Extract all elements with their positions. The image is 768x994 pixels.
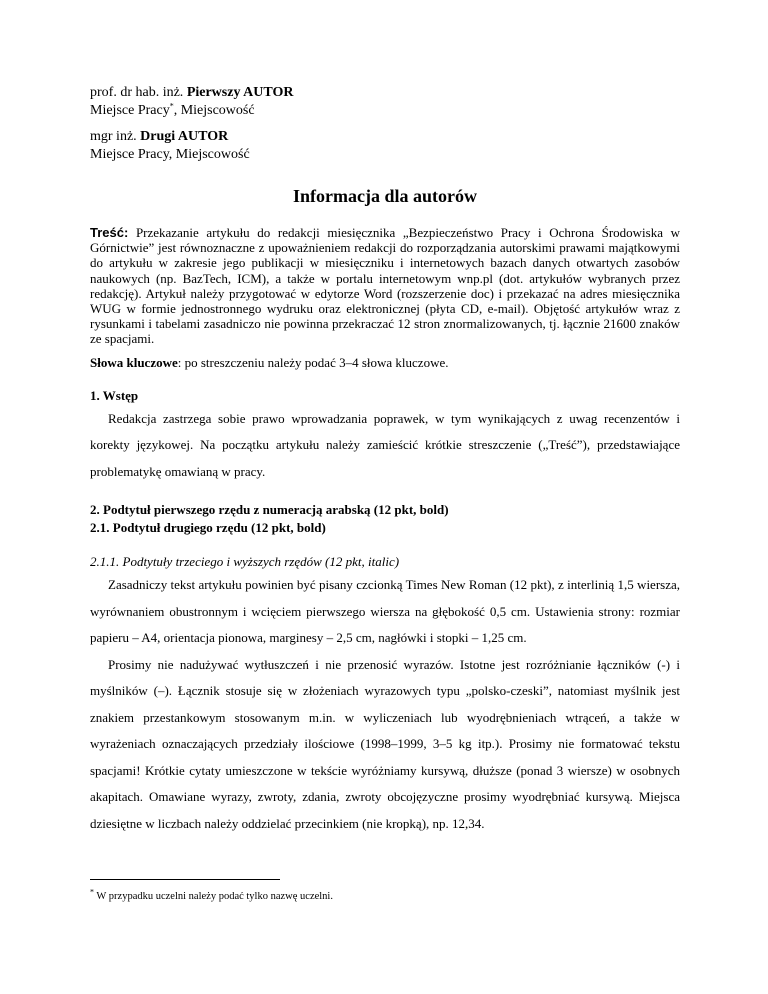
section-1-paragraph: Redakcja zastrzega sobie prawo wprowadzania poprawek, w tym wynikających z uwag recenzentów i korekty językowej. Na początku artykułu należy zamieścić krótkie streszczenie („Treść”), przedstawiające problematykę omawianą w pracy. (90, 410, 680, 479)
keywords-text: : po streszczeniu należy podać 3–4 słowa kluczowe. (177, 354, 449, 370)
footnote-mark: * (90, 887, 94, 897)
author-2-affiliation: Miejsce Pracy, Miejscowość (90, 147, 250, 162)
document-page (90, 84, 680, 837)
author-1-affiliation (90, 102, 680, 120)
author-1-name: Pierwszy AUTOR (186, 85, 294, 100)
section-2-heading: 2. Podtytuł pierwszego rzędu z numeracją arabską (12 pkt, bold) (90, 502, 449, 518)
author-2 (90, 128, 680, 164)
author-2-line (90, 128, 680, 146)
footnote-text: W przypadku uczelni należy podać tylko nazwę uczelni. (94, 891, 333, 902)
document-title: Informacja dla autorów (293, 186, 477, 206)
section-1-heading: 1. Wstęp (90, 387, 139, 403)
footnote-separator (90, 879, 280, 880)
author-2-name: Drugi AUTOR (140, 129, 229, 144)
keywords-lead: Słowa kluczowe (90, 354, 178, 370)
section-2-1-1-heading: 2.1.1. Podtytuły trzeciego i wyższych rzędów (12 pkt, italic) (90, 554, 400, 570)
abstract-lead: Treść: (90, 225, 129, 240)
keywords (90, 355, 680, 371)
author-1 (90, 84, 680, 120)
abstract (90, 225, 680, 347)
author-1-affiliation-rest: , Miejscowość (173, 103, 255, 118)
author-1-title: prof. dr hab. inż. (90, 85, 184, 100)
author-1-affiliation-main: Miejsce Pracy (90, 103, 170, 118)
section-2-1-heading: 2.1. Podtytuł drugiego rzędu (12 pkt, bold) (90, 520, 326, 536)
footnote (90, 887, 333, 902)
author-1-line (90, 84, 680, 102)
footnote-marker: * (169, 101, 174, 111)
section-1 (90, 388, 680, 486)
body-paragraph-1: Zasadniczy tekst artykułu powinien być pisany czcionką Times New Roman (12 pkt), z interlinią 1,5 wiersza, wyrównaniem obustronnym i wcięciem pierwszego wiersza na głębokość 0,5 cm. Ustawienia strony: rozmiar papieru – A4, orientacja pionowa, marginesy – 2,5 cm, nagłówki i stopki – 1,25 cm. (90, 577, 680, 646)
abstract-text: Przekazanie artykułu do redakcji miesięcznika „Bezpieczeństwo Pracy i Ochrona Środowiska w Górnictwie” jest równoznaczne z upoważnieniem redakcji do rozporządzania autorskimi prawami majątkowymi do artykułu w zakresie jego publikacji w miesięczniku i internetowych bazach danych otwartych zasobów naukowych (np. BazTech, ICM), a także w portalu internetowym wnp.pl (dot. artykułów wybranych przez redakcję). Artykuł należy przygotować w edytorze Word (rozszerzenie doc) i przekazać na adres miesięcznika WUG w formie jednostronnego wydruku oraz elektronicznej (płyta CD, e-mail). Objętość artykułów wraz z rysunkami i tabelami zasadniczo nie powinna przekraczać 12 stron znormalizowanych, tj. łącznie 21600 znaków ze spacjami. (90, 225, 680, 347)
author-2-title: mgr inż. (90, 129, 137, 144)
body-paragraph-2: Prosimy nie nadużywać wytłuszczeń i nie przenosić wyrazów. Istotne jest rozróżnianie łączników (-) i myślników (–). Łącznik stosuje się w złożeniach wyrazowych typu „polsko-czeski”, natomiast myślnik jest znakiem przestankowym stosowanym m.in. w wyliczeniach lub wyodrębnieniach wtrąceń, a także w wyrażeniach oznaczających przedziały ilościowe (1998–1999, 3–5 kg itp.). Prosimy nie formatować tekstu spacjami! Krótkie cytaty umieszczone w tekście wyróżniamy kursywą, dłuższe (ponad 3 wiersze) w osobnych akapitach. Omawiane wyrazy, zwroty, zdania, zwroty obcojęzyczne prosimy wyodrębniać kursywą. Miejsca dziesiętne w liczbach należy oddzielać przecinkiem (nie kropką), np. 12,34. (90, 656, 680, 831)
